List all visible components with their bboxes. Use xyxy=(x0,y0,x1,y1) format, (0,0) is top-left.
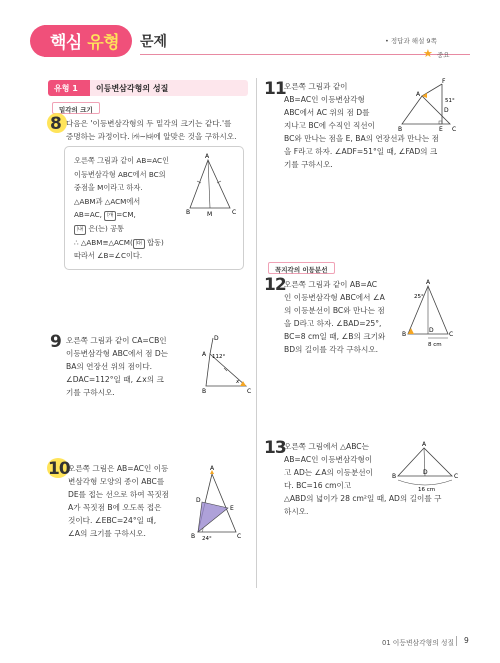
q10-line2: 변삼각형 모양의 종이 ABC를 xyxy=(68,477,165,486)
q11-line1: 오른쪽 그림과 같이 xyxy=(284,82,348,91)
q11-triangle xyxy=(402,96,450,124)
q8-line2: 증명하는 과정이다. ㈎~㈐에 알맞은 것을 구하시오. xyxy=(66,132,237,141)
q13-length-brace xyxy=(398,480,452,485)
q10-line1: 오른쪽 그림은 AB=AC인 이등 xyxy=(68,464,169,473)
q11-line5: BC와 만나는 점을 E, BA의 연장선과 만나는 점 xyxy=(284,134,439,143)
q10-line6: ∠A의 크기를 구하시오. xyxy=(68,529,146,538)
page-title-part2: 유형 xyxy=(87,33,120,53)
page-subtitle: 문제 xyxy=(140,34,168,50)
q11-line7: 기를 구하시오. xyxy=(284,160,333,169)
q13-line2: AB=AC인 이등변삼각형이 xyxy=(284,455,373,464)
q11-label-d: D xyxy=(444,107,449,114)
q12-line6: BD의 길이를 각각 구하시오. xyxy=(284,345,379,354)
q8-proof-line7c: 합동) xyxy=(147,237,164,247)
q12-length-label: 8 cm xyxy=(428,342,442,348)
q8-label-b: B xyxy=(186,209,191,216)
q11-angle-label: 51° xyxy=(445,98,455,104)
column-divider xyxy=(256,78,257,588)
q10-figure xyxy=(190,462,252,542)
q9-line1: 오른쪽 그림과 같이 CA=CB인 xyxy=(66,336,167,345)
q12-label-d: D xyxy=(429,327,434,334)
q9-angle-label: 112° xyxy=(212,354,226,360)
q13-line3: 고 AD는 ∠A의 이등분선이 xyxy=(284,468,373,477)
q11-line4: 지나고 BC에 수직인 직선이 xyxy=(284,121,375,130)
q12-line4: 을 D라고 하자. ∠BAD=25°, xyxy=(284,319,382,328)
q11-number: 11 xyxy=(264,79,286,99)
q8-proof-line4: △ABM과 △ACM에서 xyxy=(74,196,141,206)
important-label: 중요 xyxy=(437,51,450,59)
q8-proof-line2: 이등변삼각형 ABC에서 BC의 xyxy=(74,169,166,179)
q9-label-b: B xyxy=(202,388,207,394)
q8-proof-line6b: 은(는) 공통 xyxy=(88,223,124,233)
q8-label-c: C xyxy=(232,209,237,216)
q8-label-m: M xyxy=(207,211,213,218)
blank-ga: ㈎ xyxy=(104,211,116,221)
q11-right-angle xyxy=(439,121,442,124)
q12-label-b: B xyxy=(402,331,407,338)
blank-da: ㈐ xyxy=(133,239,145,249)
q13-label-b: B xyxy=(392,473,397,480)
q13-label-d: D xyxy=(423,469,428,476)
q13-label-a: A xyxy=(422,441,427,448)
q10-label-c: C xyxy=(237,533,242,540)
footer-chapter: 01 이등변삼각형의 성질 xyxy=(382,639,455,647)
footer-separator xyxy=(456,636,457,646)
q10-line5: 것이다. ∠EBC=24°일 때, xyxy=(68,516,157,525)
page-number: 9 xyxy=(464,636,469,645)
q9-extension xyxy=(210,338,213,354)
q11-figure xyxy=(398,78,464,134)
blank-na: ㈏ xyxy=(74,225,86,235)
q12-line5: BC=8 cm일 때, ∠B의 크기와 xyxy=(284,332,386,341)
header-underline xyxy=(140,54,470,55)
q10-line4: A가 꼭짓점 B에 오도록 접은 xyxy=(68,503,162,512)
q10-folded-flap xyxy=(198,502,228,532)
q12-angle-label: 25° xyxy=(414,294,424,300)
q8-median xyxy=(208,160,210,208)
answer-reference: • 정답과 해설 9쪽 xyxy=(385,37,437,45)
q9-number: 9 xyxy=(50,332,61,352)
q8-proof-line7a: ∴ △ABM≡△ACM( xyxy=(74,237,133,247)
q13-number: 13 xyxy=(264,438,286,458)
pill-vertex-bisector: 꼭지각의 이등분선 xyxy=(268,262,335,274)
q12-label-c: C xyxy=(449,331,454,338)
q10-label-b: B xyxy=(191,533,196,540)
page-title xyxy=(50,28,119,53)
q13-line5: △ABD의 넓이가 28 cm²일 때, AD의 길이를 구 xyxy=(284,494,442,503)
q13-figure xyxy=(392,440,464,492)
q10-label-a: A xyxy=(210,465,215,472)
q13-length-label: 16 cm xyxy=(418,487,436,492)
q10-label-d: D xyxy=(196,497,201,504)
q9-label-c: C xyxy=(247,388,252,394)
q8-proof-line5a: AB=AC, xyxy=(74,210,102,220)
q11-line6: 을 F라고 하자. ∠ADF=51°일 때, ∠FAD의 크 xyxy=(284,147,438,156)
q13-line1: 오른쪽 그림에서 △ABC는 xyxy=(284,442,369,451)
q8-text xyxy=(66,117,246,143)
q11-line3: ABC에서 AC 위의 점 D를 xyxy=(284,108,370,117)
q11-extension xyxy=(422,84,442,96)
q8-figure xyxy=(186,150,242,220)
q9-line5: 기를 구하시오. xyxy=(66,388,115,397)
q9-label-d: D xyxy=(214,335,219,342)
q9-line4: ∠DAC=112°일 때, ∠x의 크 xyxy=(66,375,164,384)
q10-number: 10 xyxy=(48,459,70,479)
q12-figure xyxy=(398,278,458,348)
q8-proof-line5c: =CM, xyxy=(116,210,136,220)
q8-proof-line8: 따라서 ∠B=∠C이다. xyxy=(74,251,143,261)
q10-angle-label: 24° xyxy=(202,536,212,542)
q13-line4: 다. BC=16 cm이고 xyxy=(284,481,352,490)
q11-label-e: E xyxy=(439,126,443,133)
q12-number: 12 xyxy=(264,275,286,295)
q8-label-a: A xyxy=(205,153,210,160)
q10-label-e: E xyxy=(230,505,234,512)
q11-label-b: B xyxy=(398,126,403,133)
q13-label-c: C xyxy=(454,473,459,480)
q11-label-a: A xyxy=(416,91,421,98)
page-title-part1: 핵심 xyxy=(50,33,82,53)
pill-base-angles: 밑각의 크기 xyxy=(52,102,100,114)
q8-number: 8 xyxy=(50,114,61,134)
q9-line2: 이등변삼각형 ABC에서 점 D는 xyxy=(66,349,169,358)
q8-line1: 다음은 '이등변삼각형의 두 밑각의 크기는 같다.'를 xyxy=(66,119,232,128)
q8-proof-line3: 중점을 M이라고 하자. xyxy=(74,183,143,193)
q11-line2: AB=AC인 이등변삼각형 xyxy=(284,95,365,104)
q8-proof-line1: 오른쪽 그림과 같이 AB=AC인 xyxy=(74,156,170,165)
q11-label-c: C xyxy=(452,126,457,133)
q9-text xyxy=(66,334,196,399)
type-title: 이등변삼각형의 성질 xyxy=(96,84,169,93)
q12-line1: 오른쪽 그림과 같이 AB=AC xyxy=(284,280,378,289)
q9-line3: BA의 연장선 위의 점이다. xyxy=(66,362,153,371)
q10-text xyxy=(68,462,198,540)
q11-label-f: F xyxy=(442,78,446,85)
q9-figure xyxy=(196,332,256,394)
q13-line6: 하시오. xyxy=(284,507,309,516)
q12-line2: 인 이등변삼각형 ABC에서 ∠A xyxy=(284,293,385,302)
q12-label-a: A xyxy=(426,279,431,286)
q9-label-x: x xyxy=(236,379,240,385)
star-icon: ★ xyxy=(423,47,433,60)
q8-proof-line6 xyxy=(74,222,214,236)
q9-label-a: A xyxy=(202,351,207,358)
type-tag: 유형 1 xyxy=(48,80,90,96)
q8-proof-line7 xyxy=(74,236,214,250)
q10-line3: DE를 접는 선으로 하여 꼭짓점 xyxy=(68,490,169,499)
q12-line3: 의 이등분선이 BC와 만나는 점 xyxy=(284,306,385,315)
